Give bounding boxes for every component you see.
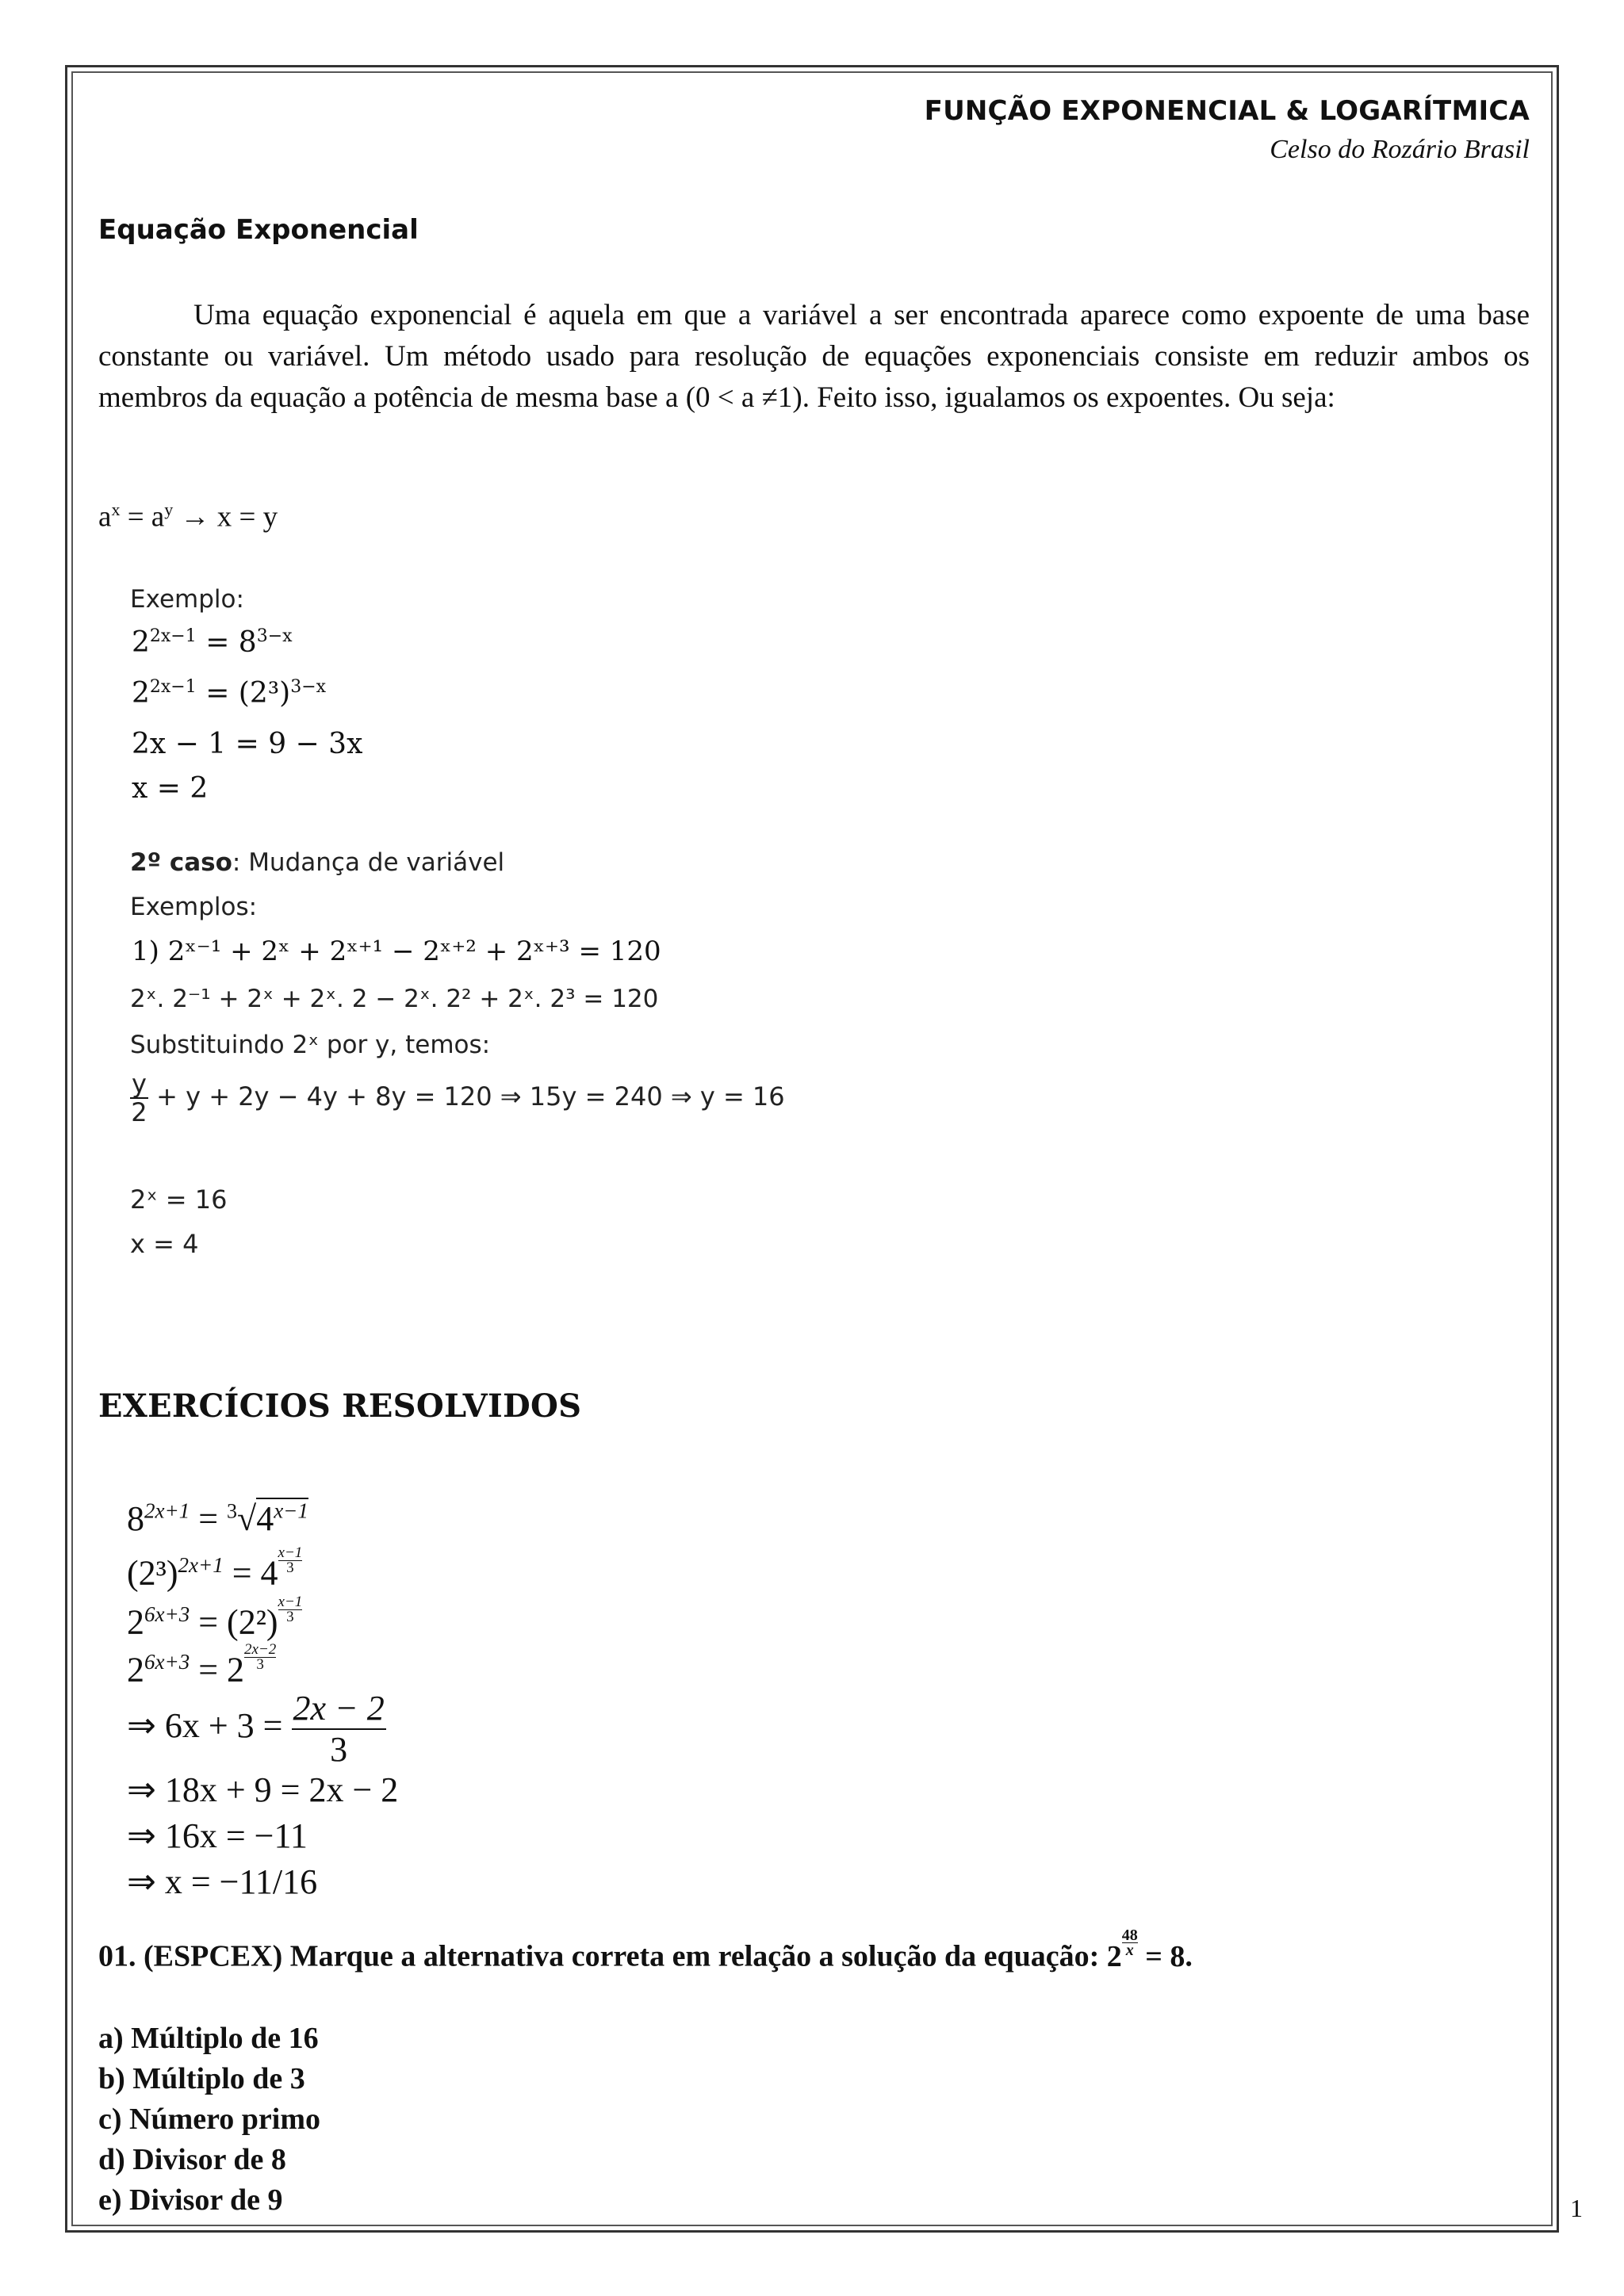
case2-line-6: x = 4	[130, 1229, 199, 1259]
option-e: e) Divisor de 9	[98, 2183, 283, 2217]
example-line-3: 2x − 1 = 9 − 3x	[132, 728, 363, 760]
header-author: Celso do Rozário Brasil	[1270, 135, 1530, 164]
page-number: 1	[1570, 2194, 1583, 2222]
section-heading: Equação Exponencial	[98, 214, 419, 246]
case2-examples-label: Exemplos:	[130, 893, 258, 921]
solved-step-1: $8^{2x+1} = ^3√4^{x-1}$	[127, 1498, 308, 1538]
equality-rule: $a^x = a^y \to x = y$	[98, 499, 278, 534]
example-line-4: x = 2	[132, 772, 209, 805]
question-01-options	[98, 2019, 320, 2221]
header-title: FUNÇÃO EXPONENCIAL & LOGARÍTMICA	[924, 95, 1530, 127]
document-page	[98, 87, 1530, 2228]
solved-step-3: $2^{6x+3} = (2^2)$ $\frac{x-1}{3}$	[127, 1594, 303, 1642]
solved-step-7: ⇒ 16x = −11	[127, 1816, 308, 1855]
case2-line-4: $\frac{y}{2}$ + y + 2y − 4y + 8y = 120 ⇒ 15y = 240 ⇒ y = 16	[131, 1069, 785, 1127]
example-label: Exemplo:	[130, 585, 244, 614]
case2-line-3: Substituindo 2ˣ por y, temos:	[130, 1031, 491, 1059]
case2-label: 2º caso: Mudança de variável	[130, 848, 505, 877]
example-line-1: $2^{2x-1} = 8^{3-x}$	[132, 626, 293, 659]
case2-line-5: 2ˣ = 16	[130, 1184, 228, 1215]
solved-step-6: ⇒ 18x + 9 = 2x − 2	[127, 1770, 399, 1809]
option-b: b) Múltiplo de 3	[98, 2062, 305, 2095]
solved-step-2: $(2^3)^{2x+1} = 4$ $\frac{x-1}{3}$	[127, 1544, 303, 1593]
solved-step-8: ⇒ x = −11/16	[127, 1862, 318, 1901]
exercises-heading: EXERCÍCIOS RESOLVIDOS	[98, 1387, 582, 1425]
intro-text: Uma equação exponencial é aquela em que a variável a ser encontrada aparece como expoente de uma base constante ou variável. Um método usado para resolução de equações exponenciais consiste em reduzir ambos os membros da equação a potência de mesma base a (0 < a ≠1). Feito isso, igualamos os expoentes. Ou seja:	[98, 299, 1530, 414]
case2-line-1: 1) 2ˣ⁻¹ + 2ˣ + 2ˣ⁺¹ − 2ˣ⁺² + 2ˣ⁺³ = 120	[132, 936, 661, 967]
question-equation: 2 $\frac{48}{x} = 8$	[1106, 1927, 1185, 1973]
option-d: d) Divisor de 8	[98, 2143, 286, 2176]
intro-paragraph	[98, 295, 1530, 419]
solved-step-4: $2^{6x+3} = 2$ $\frac{2x-2}{3}$	[127, 1641, 277, 1689]
question-01: 01. (ESPCEX) Marque a alternativa correta em relação a solução da equação: 2 $\frac{48}{x} = 8$.	[98, 1927, 1193, 1973]
option-a: a) Múltiplo de 16	[98, 2022, 319, 2055]
solved-step-5: ⇒ 6x + 3 = $\frac{2x - 2}{3}$	[127, 1689, 385, 1769]
example-line-2: $2^{2x-1} = (2^3)^{3-x}$	[132, 677, 327, 710]
case2-line-2: 2ˣ. 2⁻¹ + 2ˣ + 2ˣ. 2 − 2ˣ. 2² + 2ˣ. 2³ = 120	[130, 985, 659, 1013]
option-c: c) Número primo	[98, 2103, 321, 2136]
